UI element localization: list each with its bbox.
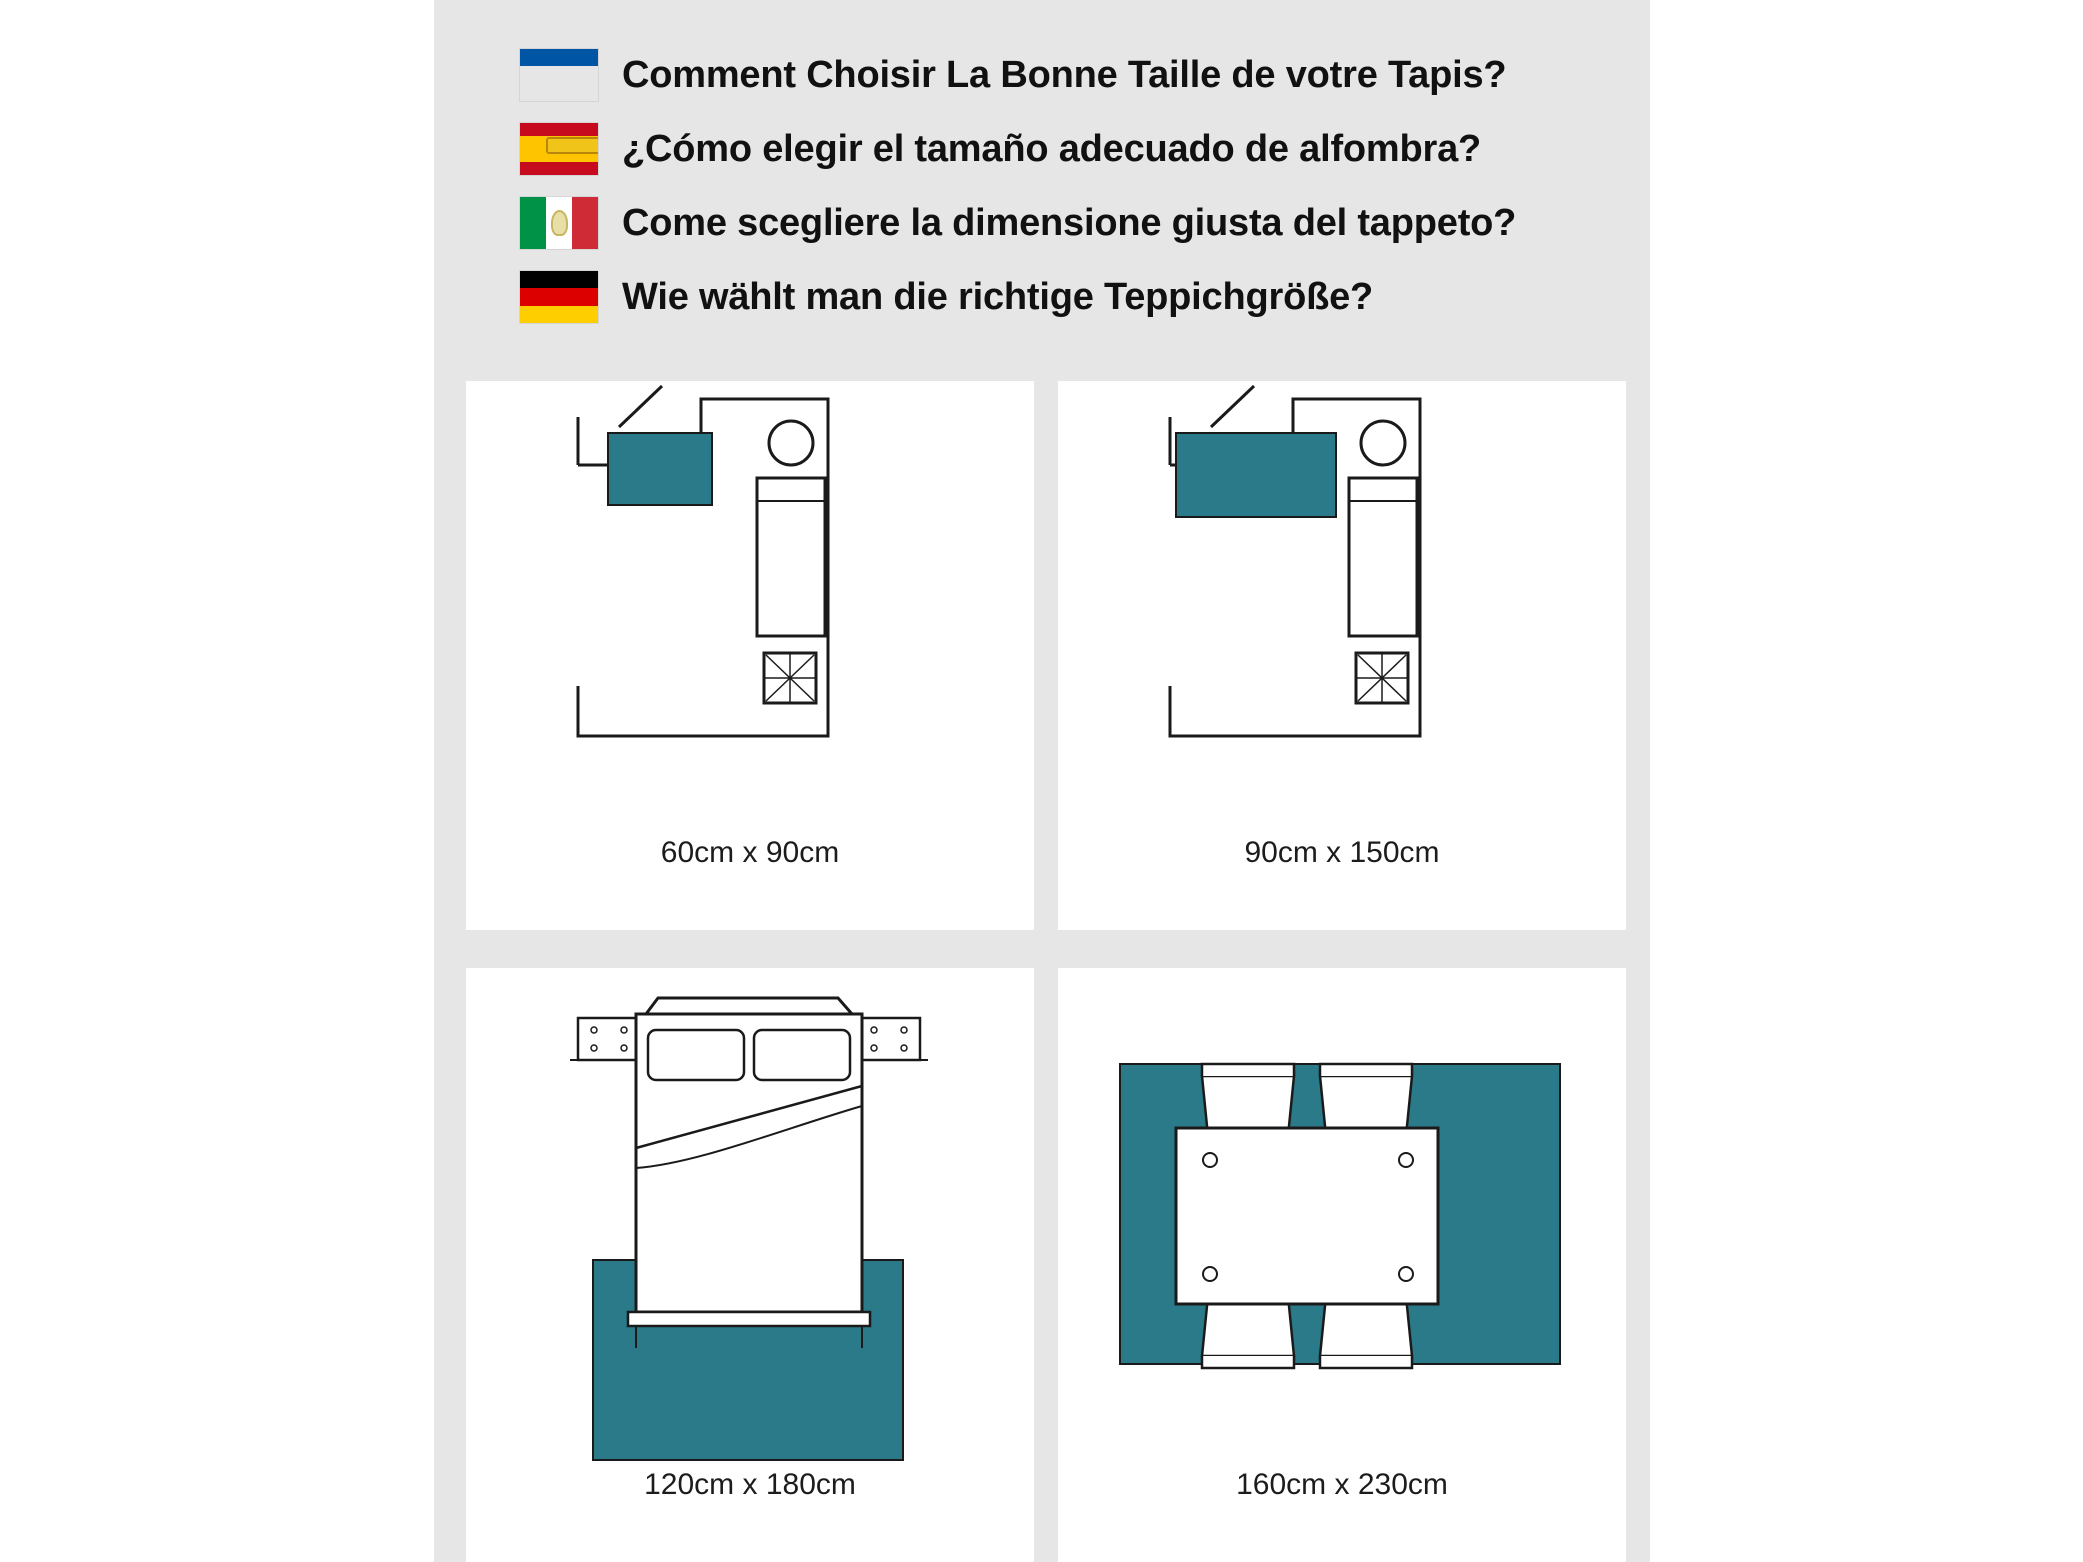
chair-bottom-right-back	[1320, 1356, 1412, 1368]
card-label-90x150: 90cm x 150cm	[1244, 836, 1440, 869]
flag-spain-icon	[520, 123, 598, 175]
lamp-shape	[769, 421, 813, 465]
title-row-es	[520, 112, 1620, 186]
pillow-right	[754, 1030, 850, 1080]
title-list	[520, 38, 1620, 334]
rug-size-card-120x180[interactable]	[466, 968, 1034, 1562]
bed-base	[628, 1312, 870, 1326]
headboard-shape	[646, 998, 852, 1014]
nightstand-right	[858, 1018, 920, 1060]
title-row-de	[520, 260, 1620, 334]
title-text-es: ¿Cómo elegir el tamaño adecuado de alfombra?	[622, 127, 1482, 170]
italy-emblem-icon	[551, 210, 568, 236]
table-corner-3	[1203, 1267, 1217, 1281]
nightstand-left	[578, 1018, 640, 1060]
card-label-160x230: 160cm x 230cm	[1236, 1468, 1448, 1501]
rug-size-card-160x230[interactable]	[1058, 968, 1626, 1562]
flag-italy-icon	[520, 197, 598, 249]
flag-france-icon	[520, 49, 598, 101]
table-corner-2	[1399, 1153, 1413, 1167]
lamp-shape	[1361, 421, 1405, 465]
flag-germany-icon	[520, 271, 598, 323]
title-text-fr: Comment Choisir La Bonne Taille de votre Tapis?	[622, 53, 1507, 96]
title-row-fr	[520, 38, 1620, 112]
chair-top-left-back	[1202, 1064, 1294, 1076]
card-label-120x180: 120cm x 180cm	[644, 1468, 856, 1501]
rug-shape	[608, 433, 712, 505]
pillow-left	[648, 1030, 744, 1080]
table-corner-1	[1203, 1153, 1217, 1167]
title-text-it: Come scegliere la dimensione giusta del tappeto?	[622, 201, 1517, 244]
rug-size-card-60x90[interactable]	[466, 381, 1034, 930]
spain-coat-of-arms-icon	[546, 137, 598, 154]
chair-top-right-back	[1320, 1064, 1412, 1076]
rug-shape	[1176, 433, 1336, 517]
chair-bottom-left-back	[1202, 1356, 1294, 1368]
title-text-de: Wie wählt man die richtige Teppichgröße?	[622, 275, 1374, 318]
card-label-60x90: 60cm x 90cm	[660, 836, 840, 869]
table-corner-4	[1399, 1267, 1413, 1281]
rug-size-card-90x150[interactable]	[1058, 381, 1626, 930]
title-row-it	[520, 186, 1620, 260]
